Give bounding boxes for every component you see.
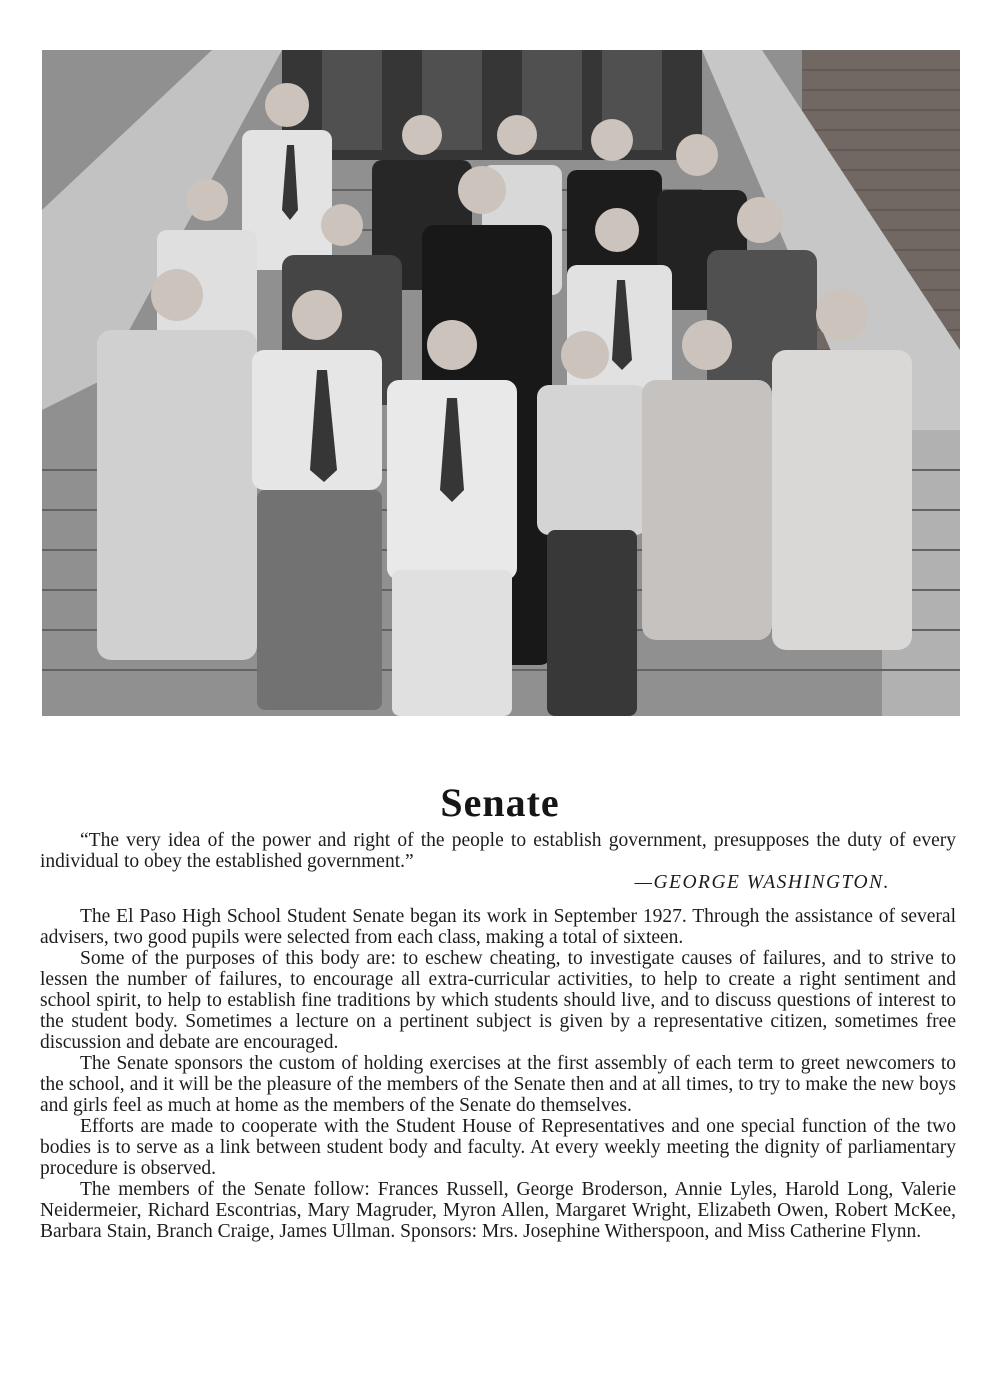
body-paragraph: The members of the Senate follow: Frances Russell, George Broderson, Annie Lyles, Harold Long, Valerie Neidermeier, Richard Escontrias, Mary Magruder, Myron Allen, Margaret Wright, Elizabeth Owen, Robert McKee, Barbara Stain, Branch Craige, James Ullman. Sponsors: Mrs. Josephine Witherspoon, and Miss Catherine Flynn. xyxy=(40,1179,956,1242)
group-photo-icon xyxy=(42,50,960,716)
body-paragraph: The El Paso High School Student Senate began its work in September 1927. Through the assistance of several advisers, two good pupils were selected from each class, making a total of sixteen. xyxy=(40,906,956,948)
page-title: Senate xyxy=(440,779,560,825)
article-body xyxy=(40,906,956,1242)
body-paragraph: Some of the purposes of this body are: to eschew cheating, to investigate causes of failures, and to strive to lessen the number of failures, to encourage all extra-curricular activities, to help to create a right sentiment and school spirit, to help to establish fine traditions by which students should live, and to discuss questions of interest to the student body. Sometimes a lecture on a pertinent subject is given by a representative citizen, sometimes free discussion and debate are encouraged. xyxy=(40,948,956,1053)
body-paragraph: The Senate sponsors the custom of holding exercises at the first assembly of each term to greet newcomers to the school, and it will be the pleasure of the members of the Senate then and at all times, to try to make the new boys and girls feel as much at home as the members of the Senate do themselves. xyxy=(40,1053,956,1116)
quote-attribution: —GEORGE WASHINGTON. xyxy=(634,872,890,893)
body-paragraph: Efforts are made to cooperate with the Student House of Representatives and one special function of the two bodies is to serve as a link between student body and faculty. At every weekly meeting the dignity of parliamentary procedure is observed. xyxy=(40,1116,956,1179)
epigraph-quote: “The very idea of the power and right of the people to establish government, presupposes the duty of every individual to obey the established government.” xyxy=(40,830,956,872)
group-photo xyxy=(42,50,960,716)
